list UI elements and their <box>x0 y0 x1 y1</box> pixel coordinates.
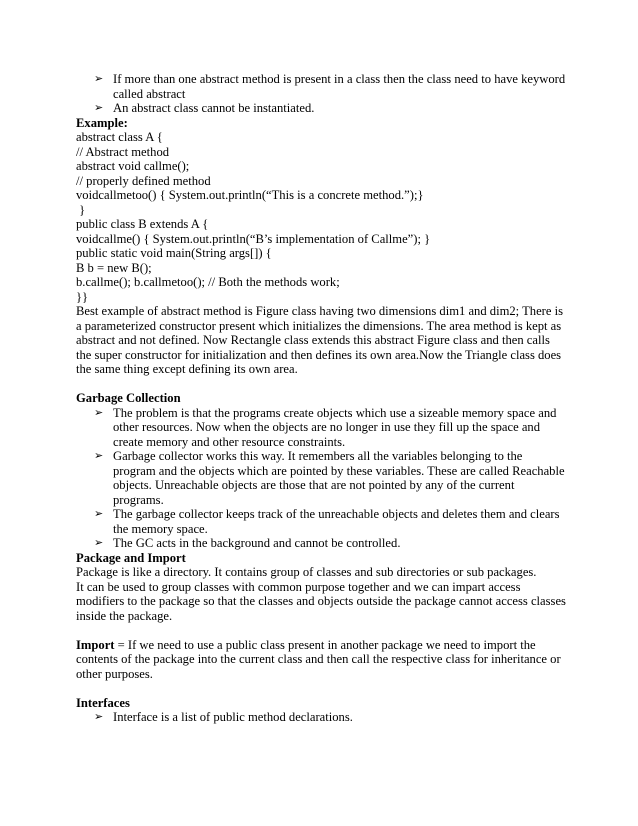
list-item <box>76 536 576 551</box>
code-line: // properly defined method <box>76 173 211 188</box>
bullet-text-line: program and the objects which are pointed by these variables. These are called Reachable <box>113 463 565 478</box>
gc-bullet-list <box>76 406 576 551</box>
interfaces-heading: Interfaces <box>76 695 130 710</box>
bullet-text-line: create memory and other resource constraints. <box>113 434 346 449</box>
paragraph-line <box>76 638 576 653</box>
bullet-text-line: called abstract <box>113 86 186 101</box>
arrow-bullet-icon: ➢ <box>94 536 104 549</box>
paragraph-line: contents of the package into the current class and then call the respective class for inheritance or <box>76 652 561 666</box>
paragraph-line: Best example of abstract method is Figure class having two dimensions dim1 and dim2; There is <box>76 304 563 318</box>
paragraph-line: inside the package. <box>76 608 173 623</box>
code-line: }} <box>76 289 89 304</box>
paragraph-line: a parameterized constructor present which initializes the dimensions. The area method is kept as <box>76 318 562 333</box>
code-line: b.callme(); b.callmetoo(); // Both the methods work; <box>76 275 340 289</box>
code-line: B b = new B(); <box>76 260 152 275</box>
list-item <box>76 406 576 450</box>
top-bullet-list <box>76 72 576 116</box>
code-line: voidcallmetoo() { System.out.println(“This is a concrete method.”);} <box>76 188 424 202</box>
arrow-bullet-icon: ➢ <box>94 449 104 462</box>
list-item <box>76 449 576 507</box>
package-paragraph <box>76 565 576 623</box>
list-item <box>76 101 576 116</box>
paragraph-line: Package is like a directory. It contains group of classes and sub directories or sub packages. <box>76 565 537 579</box>
import-text: = If we need to use a public class present in another package we need to import the <box>114 637 536 652</box>
document-page <box>76 72 576 725</box>
paragraph-line: the super constructor for initialization and then defines its own area.Now the Triangle class does <box>76 347 562 362</box>
code-line: abstract class A { <box>76 130 163 144</box>
code-line: public class B extends A { <box>76 217 209 231</box>
garbage-collection-heading: Garbage Collection <box>76 391 181 405</box>
package-import-heading: Package and Import <box>76 550 186 565</box>
bullet-text-line: The GC acts in the background and cannot be controlled. <box>113 536 401 550</box>
example-heading: Example: <box>76 115 128 130</box>
paragraph-line: It can be used to group classes with common purpose together and we can impart access <box>76 579 521 594</box>
list-item <box>76 72 576 101</box>
spacer <box>76 681 576 696</box>
interface-bullet-list <box>76 710 576 725</box>
list-item <box>76 710 576 725</box>
bullet-text-line: The garbage collector keeps track of the unreachable objects and deletes them and clears <box>113 507 560 521</box>
bullet-text-line: The problem is that the programs create objects which use a sizeable memory space and <box>113 405 557 420</box>
bullet-text-line: Interface is a list of public method declarations. <box>113 710 353 724</box>
code-example <box>76 130 576 304</box>
import-label: Import <box>76 637 115 652</box>
bullet-text-line: Garbage collector works this way. It remembers all the variables belonging to the <box>113 449 523 463</box>
import-paragraph <box>76 638 576 682</box>
paragraph-line: modifiers to the package so that the classes and objects outside the package cannot access classes <box>76 594 566 608</box>
paragraph-line: other purposes. <box>76 666 153 681</box>
figure-paragraph <box>76 304 576 377</box>
code-line: voidcallme() { System.out.println(“B’s implementation of Callme”); } <box>76 231 431 246</box>
code-line: abstract void callme(); <box>76 159 190 173</box>
arrow-bullet-icon: ➢ <box>94 72 104 85</box>
arrow-bullet-icon: ➢ <box>94 101 104 114</box>
bullet-text-line: programs. <box>113 492 164 507</box>
bullet-text-line: An abstract class cannot be instantiated. <box>113 101 315 115</box>
arrow-bullet-icon: ➢ <box>94 710 104 723</box>
spacer <box>76 377 576 392</box>
bullet-text-line: objects. Unreachable objects are those that are not pointed by any of the current <box>113 478 515 492</box>
arrow-bullet-icon: ➢ <box>94 507 104 520</box>
paragraph-line: abstract and not defined. Now Rectangle class extends this abstract Figure class and then calls <box>76 333 550 347</box>
bullet-text-line: If more than one abstract method is present in a class then the class need to have keyword <box>113 72 566 86</box>
spacer <box>76 623 576 638</box>
code-line: public static void main(String args[]) { <box>76 246 272 260</box>
paragraph-line: the same thing except defining its own area. <box>76 362 298 376</box>
arrow-bullet-icon: ➢ <box>94 405 104 419</box>
bullet-text-line: other resources. Now when the objects are no longer in use they fill up the space and <box>113 420 541 434</box>
code-line: } <box>76 202 86 217</box>
code-line: // Abstract method <box>76 144 170 159</box>
bullet-text-line: the memory space. <box>113 521 208 536</box>
list-item <box>76 507 576 536</box>
